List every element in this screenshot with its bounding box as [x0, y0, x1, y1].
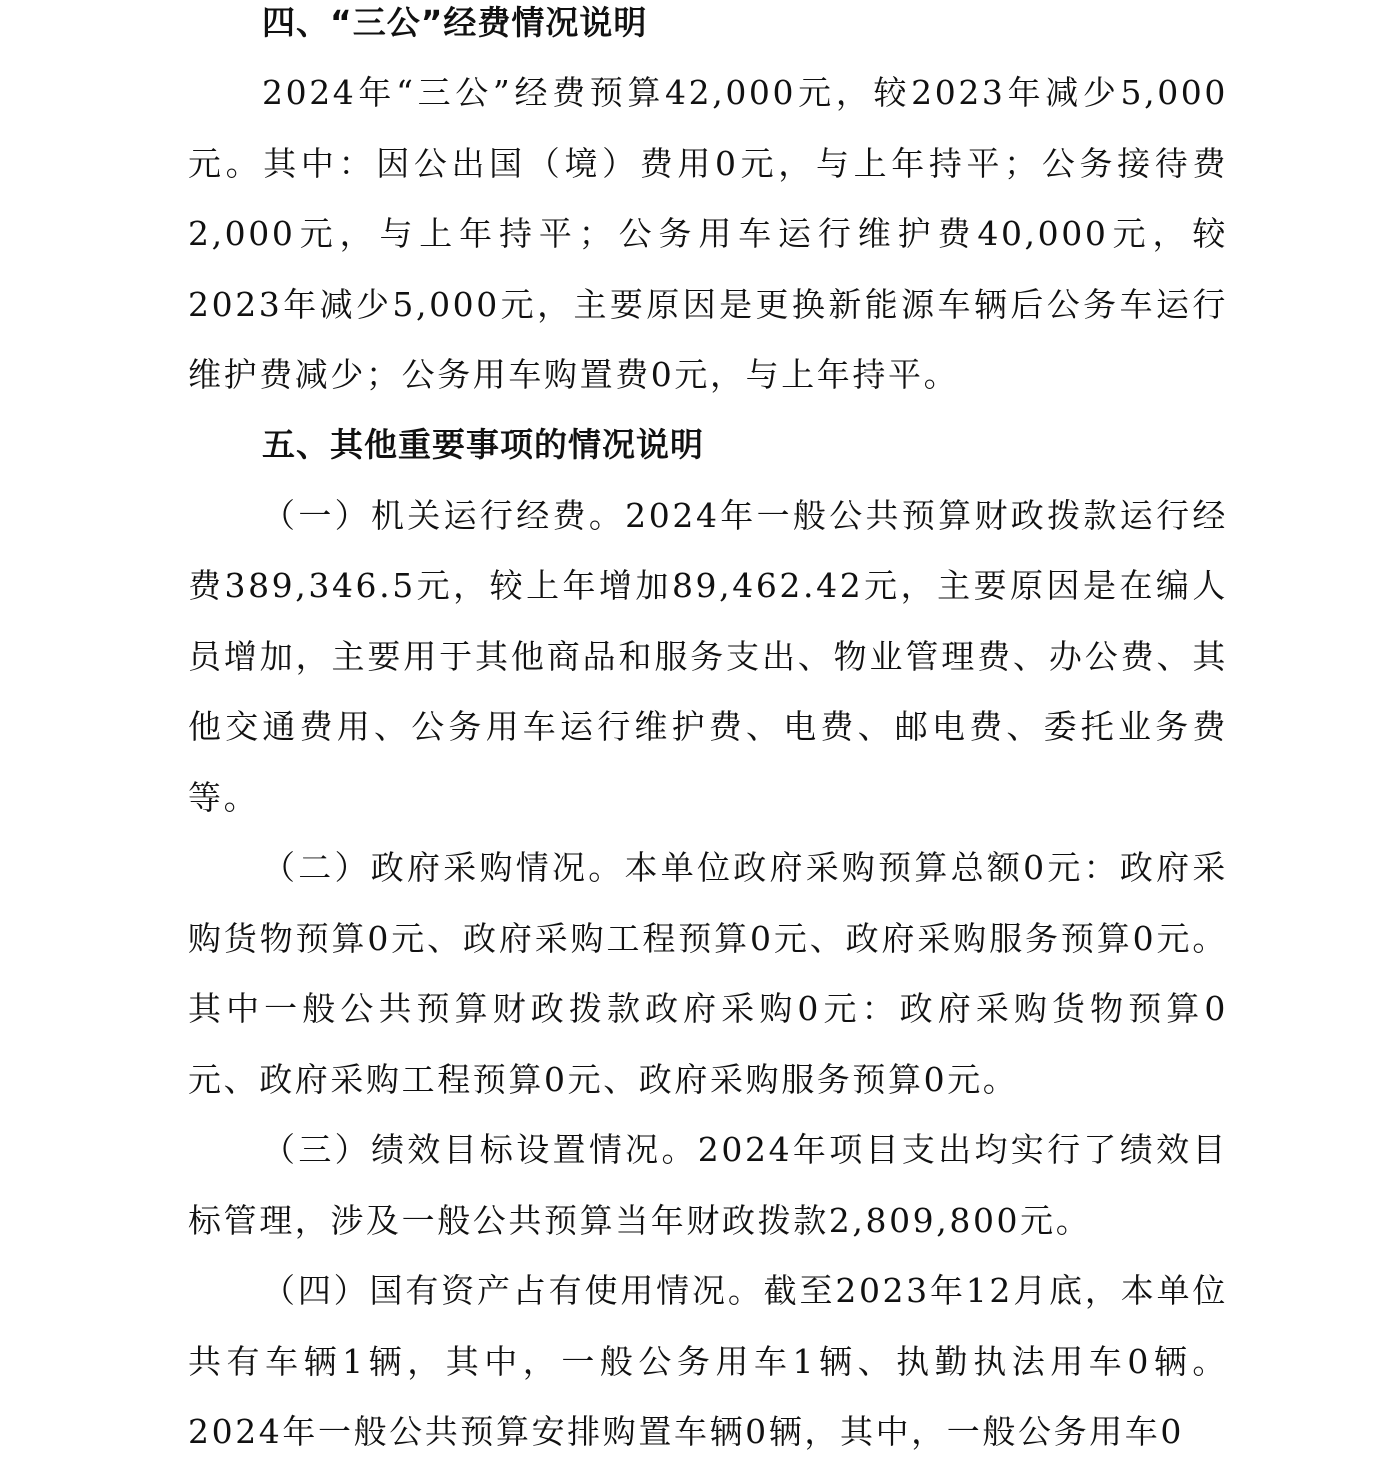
paragraph-state-assets: （四）国有资产占有使用情况。截至2023年12月底，本单位共有车辆1辆，其中，一般公务用车1辆、执勤执法用车0辆。2024年一般公共预算安排购置车辆0辆，其中，一般公务用车0 [188, 1271, 1228, 1451]
paragraph-government-procurement: （二）政府采购情况。本单位政府采购预算总额0元：政府采购货物预算0元、政府采购工程预算0元、政府采购服务预算0元。其中一般公共预算财政拨款政府采购0元：政府采购货物预算0元、政府采购工程预算0元、政府采购服务预算0元。 [188, 848, 1228, 1099]
paragraph-performance-targets: （三）绩效目标设置情况。2024年项目支出均实行了绩效目标管理，涉及一般公共预算当年财政拨款2,809,800元。 [188, 1130, 1228, 1240]
section-other-matters [188, 410, 1228, 1468]
paragraph-operating-funds: （一）机关运行经费。2024年一般公共预算财政拨款运行经费389,346.5元，较上年增加89,462.42元，主要原因是在编人员增加，主要用于其他商品和服务支出、物业管理费、办公费、其他交通费用、公务用车运行维护费、电费、邮电费、委托业务费等。 [188, 495, 1228, 817]
section-body-sangong [188, 58, 1228, 411]
paragraph-sangong-expenses: 2024年“三公”经费预算42,000元，较2023年减少5,000元。其中：因公出国（境）费用0元，与上年持平；公务接待费2,000元，与上年持平；公务用车运行维护费40,000元，较2023年减少5,000元，主要原因是更换新能源车辆后公务车运行维护费减少；公务用车购置费0元，与上年持平。 [188, 73, 1228, 394]
section-heading-sangong: 四、“三公”经费情况说明 [262, 3, 648, 42]
section-heading-other-matters: 五、其他重要事项的情况说明 [262, 425, 704, 464]
